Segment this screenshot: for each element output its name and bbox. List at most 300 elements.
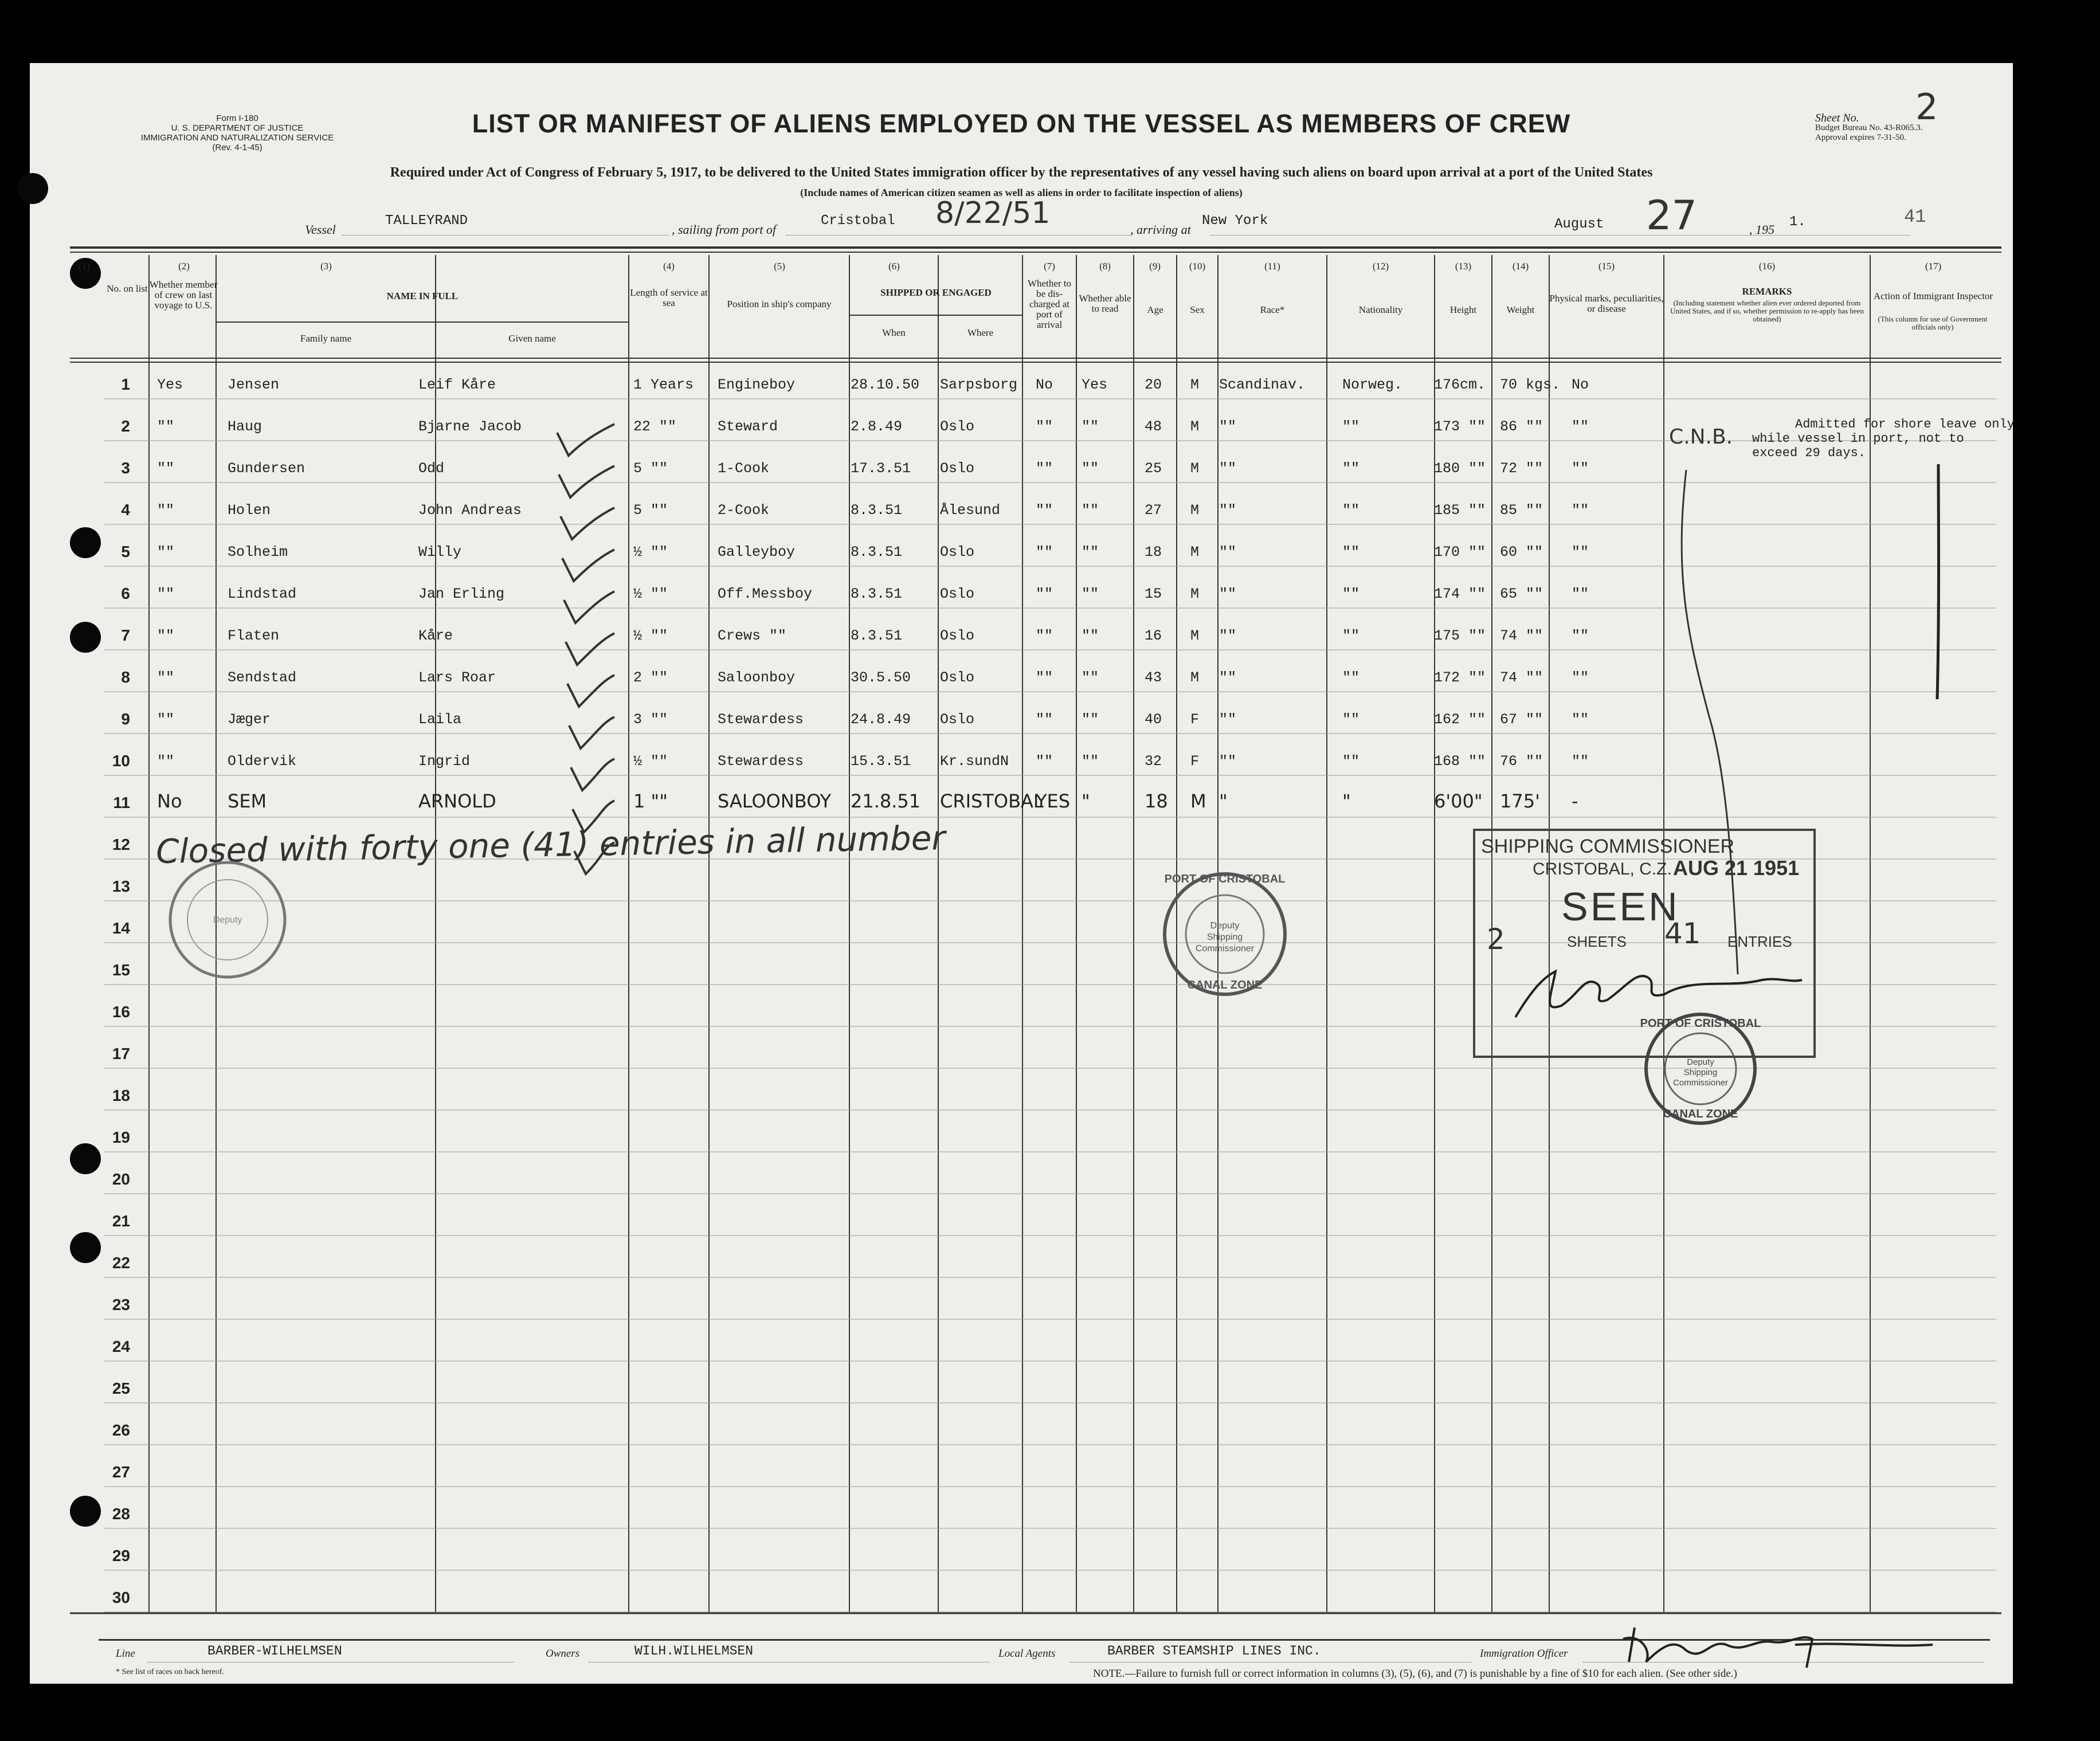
- stamp-ring-text-right: PORT OF CRISTOBAL: [1640, 1017, 1761, 1030]
- crew-cell-given: Odd: [418, 460, 445, 477]
- footer-agents-value: BARBER STEAMSHIP LINES INC.: [1107, 1644, 1321, 1658]
- crew-cell-sex: F: [1190, 753, 1200, 770]
- crew-cell-where: Ålesund: [940, 502, 1001, 519]
- crew-cell-race: "": [1219, 502, 1237, 519]
- stamp-sheets-count: 2: [1487, 923, 1505, 956]
- stamp-ring-text: PORT OF CRISTOBAL: [1164, 873, 1286, 885]
- crew-cell-marks: "": [1572, 711, 1589, 728]
- year-suffix: 1.: [1789, 214, 1806, 230]
- year-label: , 195: [1749, 222, 1774, 237]
- crew-cell-read: "": [1082, 544, 1099, 560]
- header-age: Age: [1147, 304, 1163, 315]
- check-mark: [559, 466, 614, 497]
- crew-cell-when: 24.8.49: [851, 711, 911, 728]
- row-number: 30: [112, 1589, 130, 1606]
- race-footnote: * See list of races on back hereof.: [116, 1668, 224, 1676]
- crew-cell-given: Leif Kåre: [418, 377, 496, 393]
- row-number: 14: [112, 919, 130, 937]
- department-name: U. S. DEPARTMENT OF JUSTICE: [171, 123, 304, 133]
- row-number: 4: [121, 501, 130, 519]
- column-number: (2): [178, 261, 190, 272]
- crew-cell-height: 185 "": [1434, 502, 1486, 519]
- row-number: 28: [112, 1505, 130, 1523]
- crew-cell-height: 180 "": [1434, 460, 1486, 477]
- column-number: (3): [320, 261, 332, 272]
- crew-cell-when: 15.3.51: [851, 753, 911, 770]
- row-number: 12: [112, 836, 130, 853]
- stamp-center-1: Deputy: [1210, 921, 1240, 931]
- crew-cell-service: 22 "": [633, 418, 677, 435]
- footer-agents-label: Local Agents: [998, 1648, 1056, 1660]
- crew-cell-weight: 65 "": [1500, 586, 1543, 602]
- shipping-commissioner-stamp: [1473, 829, 1816, 1058]
- crew-cell-given: John Andreas: [418, 502, 522, 519]
- crew-cell-given: Willy: [418, 544, 462, 560]
- crew-cell-discharged: "": [1036, 753, 1053, 770]
- check-mark: [571, 759, 614, 790]
- crew-cell-read: "": [1082, 669, 1099, 686]
- arrival-port: New York: [1202, 213, 1268, 229]
- crew-cell-service: ½ "": [633, 628, 668, 644]
- crew-cell-when: 28.10.50: [851, 377, 920, 393]
- crew-cell-sex: M: [1190, 502, 1200, 519]
- column-number: (8): [1099, 261, 1111, 272]
- crew-cell-family: Sendstad: [228, 669, 297, 686]
- crew-cell-nationality: "": [1342, 586, 1360, 602]
- crew-cell-family: Jæger: [228, 711, 271, 728]
- row-number: 16: [112, 1003, 130, 1021]
- crew-cell-weight: 76 "": [1500, 753, 1543, 770]
- row-number: 19: [112, 1128, 130, 1146]
- header-given-name: Given name: [508, 333, 556, 344]
- crew-cell-when: 17.3.51: [851, 460, 911, 477]
- header-race: Race*: [1260, 304, 1285, 315]
- crew-cell-given: Lars Roar: [418, 669, 496, 686]
- header-length-of-service: Length of service at sea: [630, 287, 708, 308]
- crew-cell-nationality: "": [1342, 502, 1360, 519]
- crew-cell-where: Oslo: [940, 544, 975, 560]
- header-remarks: REMARKS: [1742, 286, 1792, 297]
- header-sex: Sex: [1190, 304, 1205, 315]
- row-number: 8: [121, 668, 130, 686]
- crew-cell-weight: 60 "": [1500, 544, 1543, 560]
- header-nationality: Nationality: [1358, 304, 1403, 315]
- crew-cell-position: Stewardess: [718, 753, 804, 770]
- crew-cell-weight: 86 "": [1500, 418, 1543, 435]
- crew-cell-age: 15: [1145, 586, 1162, 602]
- column-number: (12): [1372, 261, 1389, 272]
- column-number: (11): [1264, 261, 1280, 272]
- crew-cell-discharged: "": [1036, 460, 1053, 477]
- crew-cell-position: Stewardess: [718, 711, 804, 728]
- row-number: 21: [112, 1212, 130, 1230]
- crew-cell-prev: "": [157, 502, 175, 519]
- crew-cell-marks: "": [1572, 544, 1589, 560]
- crew-cell-sex: M: [1190, 460, 1200, 477]
- column-number: (14): [1512, 261, 1529, 272]
- crew-cell-race: ": [1219, 790, 1228, 812]
- legal-requirement: Required under Act of Congress of February 5, 1917, to be delivered to the United States immigration officer by the representatives of any vessel having such aliens on board upon arrival at a port of the United States: [390, 165, 1653, 180]
- row-number: 9: [121, 710, 130, 728]
- crew-cell-sex: M: [1190, 586, 1200, 602]
- crew-cell-given: Kåre: [418, 628, 453, 644]
- column-number: (4): [663, 261, 675, 272]
- crew-cell-discharged: No: [1036, 377, 1053, 393]
- stamp-entries-label: ENTRIES: [1727, 933, 1792, 950]
- column-number: (7): [1044, 261, 1055, 272]
- revision-date: (Rev. 4-1-45): [212, 143, 262, 152]
- column-number: (10): [1189, 261, 1206, 272]
- crew-cell-height: 162 "": [1434, 711, 1486, 728]
- row-number: 15: [112, 961, 130, 979]
- crew-cell-weight: 74 "": [1500, 628, 1543, 644]
- handwritten-closing-note: Closed with forty one (41) entries in all number: [155, 818, 946, 872]
- crew-cell-prev: "": [157, 586, 175, 602]
- row-number: 29: [112, 1547, 130, 1564]
- crew-cell-height: 172 "": [1434, 669, 1486, 686]
- header-name-in-full: NAME IN FULL: [386, 291, 459, 301]
- crew-cell-weight: 74 "": [1500, 669, 1543, 686]
- row-number: 24: [112, 1338, 130, 1355]
- crew-cell-family: SEM: [228, 790, 267, 812]
- crew-cell-position: SALOONBOY: [718, 790, 832, 812]
- crew-cell-height: 168 "": [1434, 753, 1486, 770]
- row-number: 26: [112, 1421, 130, 1439]
- stamp-center-3-right: Commissioner: [1673, 1078, 1728, 1088]
- footer-owners-label: Owners: [546, 1648, 580, 1660]
- header-inspector-note: (This column for use of Government officials only): [1878, 315, 1988, 331]
- check-mark: [569, 717, 614, 748]
- crew-cell-read: "": [1082, 586, 1099, 602]
- crew-cell-family: Jensen: [228, 377, 280, 393]
- crew-cell-given: Jan Erling: [418, 586, 505, 602]
- header-position: Position in ship's company: [727, 299, 832, 309]
- crew-cell-race: "": [1219, 460, 1237, 477]
- crew-cell-where: Oslo: [940, 711, 975, 728]
- header-remarks-note: (Including statement whether alien ever ordered deported from United States, and if so, whether permission to re-apply has been obtained): [1670, 299, 1864, 323]
- crew-cell-nationality: "": [1342, 460, 1360, 477]
- crew-cell-prev: Yes: [157, 377, 183, 393]
- commissioner-signature: [1510, 954, 1808, 1029]
- crew-cell-prev: "": [157, 753, 175, 770]
- crew-cell-when: 8.3.51: [851, 586, 903, 602]
- crew-cell-nationality: "": [1342, 711, 1360, 728]
- stamp-entries-count: 41: [1664, 917, 1701, 950]
- check-mark: [562, 550, 614, 581]
- row-number: 25: [112, 1379, 130, 1397]
- form-number: Form I-180: [216, 113, 258, 123]
- crew-cell-marks: "": [1572, 628, 1589, 644]
- crew-cell-weight: 67 "": [1500, 711, 1543, 728]
- stamp-center-text: Deputy: [213, 915, 242, 925]
- crew-cell-age: 32: [1145, 753, 1162, 770]
- crew-cell-race: "": [1219, 418, 1237, 435]
- crew-cell-given: ARNOLD: [418, 790, 496, 812]
- arrival-day: 27: [1646, 192, 1698, 239]
- crew-cell-position: Off.Messboy: [718, 586, 813, 602]
- stamp-sheets-label: SHEETS: [1567, 933, 1627, 950]
- crew-cell-age: 27: [1145, 502, 1162, 519]
- crew-cell-age: 40: [1145, 711, 1162, 728]
- crew-cell-age: 20: [1145, 377, 1162, 393]
- crew-cell-when: 2.8.49: [851, 418, 903, 435]
- crew-cell-read: "": [1082, 711, 1099, 728]
- crew-cell-read: "": [1082, 753, 1099, 770]
- header-shipped-engaged: SHIPPED OR ENGAGED: [880, 287, 992, 298]
- crew-cell-service: 1 "": [633, 790, 668, 812]
- vessel-name: TALLEYRAND: [385, 213, 468, 229]
- crew-cell-where: Oslo: [940, 460, 975, 477]
- crew-cell-discharged: "": [1036, 544, 1053, 560]
- crew-cell-race: "": [1219, 753, 1237, 770]
- crew-cell-read: "": [1082, 628, 1099, 644]
- crew-cell-weight: 70 kgs.: [1500, 377, 1561, 393]
- crew-cell-when: 8.3.51: [851, 502, 903, 519]
- column-number: (9): [1149, 261, 1161, 272]
- crew-cell-position: Saloonboy: [718, 669, 796, 686]
- row-number: 1: [121, 375, 130, 393]
- crew-cell-position: Galleyboy: [718, 544, 796, 560]
- crew-cell-age: 18: [1145, 544, 1162, 560]
- column-number: (13): [1455, 261, 1472, 272]
- stamp-center-2: Shipping: [1206, 932, 1243, 942]
- crew-cell-sex: M: [1190, 790, 1206, 812]
- remarks-line-1: Admitted for shore leave only: [1795, 417, 2015, 432]
- crew-cell-height: 6'00": [1434, 790, 1483, 812]
- crew-cell-when: 21.8.51: [851, 790, 921, 812]
- crew-cell-discharged: "": [1036, 669, 1053, 686]
- crew-cell-marks: "": [1572, 669, 1589, 686]
- crew-cell-marks: No: [1572, 377, 1589, 393]
- crew-cell-prev: No: [157, 790, 182, 812]
- column-number: (15): [1598, 261, 1615, 272]
- crew-cell-position: 2-Cook: [718, 502, 770, 519]
- row-number: 18: [112, 1087, 130, 1104]
- row-number: 20: [112, 1170, 130, 1188]
- crew-cell-where: CRISTOBAL: [940, 790, 1044, 812]
- sheet-label: Sheet No.: [1815, 112, 1859, 124]
- row-number: 22: [112, 1254, 130, 1272]
- row-number: 5: [121, 543, 130, 560]
- crew-cell-service: 3 "": [633, 711, 668, 728]
- crew-cell-age: 43: [1145, 669, 1162, 686]
- crew-cell-discharged: "": [1036, 502, 1053, 519]
- handwritten-sailing-date: 8/22/51: [935, 196, 1051, 230]
- crew-cell-race: "": [1219, 628, 1237, 644]
- crew-cell-when: 8.3.51: [851, 628, 903, 644]
- arriving-label: , arriving at: [1130, 222, 1191, 237]
- crew-cell-service: 2 "": [633, 669, 668, 686]
- row-number: 17: [112, 1045, 130, 1062]
- crew-cell-read: "": [1082, 418, 1099, 435]
- crew-cell-discharged: "": [1036, 628, 1053, 644]
- header-where: Where: [967, 327, 994, 338]
- crew-cell-nationality: ": [1342, 790, 1351, 812]
- crew-cell-prev: "": [157, 669, 175, 686]
- crew-cell-race: "": [1219, 711, 1237, 728]
- row-number: 11: [113, 794, 130, 811]
- crew-cell-family: Solheim: [228, 544, 288, 560]
- crew-cell-given: Laila: [418, 711, 462, 728]
- header-family-name: Family name: [300, 333, 352, 344]
- column-number: (5): [774, 261, 785, 272]
- crew-cell-where: Kr.sundN: [940, 753, 1009, 770]
- column-number: (1): [79, 261, 90, 272]
- crew-cell-prev: "": [157, 711, 175, 728]
- header-when: When: [882, 327, 906, 338]
- manifest-sheet: [30, 63, 2013, 1684]
- crew-cell-when: 30.5.50: [851, 669, 911, 686]
- header-weight: Weight: [1506, 304, 1535, 315]
- stamp-seen: SEEN: [1561, 884, 1680, 929]
- remarks-line-3: exceed 29 days.: [1752, 446, 1866, 460]
- stamp-date: AUG 21 1951: [1673, 856, 1800, 880]
- crew-cell-position: Engineboy: [718, 377, 796, 393]
- crew-cell-read: "": [1082, 502, 1099, 519]
- stamp-bottom-text: CANAL ZONE: [1187, 979, 1263, 991]
- sheet-number: 2: [1915, 86, 1938, 128]
- crew-cell-age: 16: [1145, 628, 1162, 644]
- crew-cell-where: Oslo: [940, 418, 975, 435]
- header-no-on-list: No. on list: [107, 283, 148, 294]
- crew-cell-service: 5 "": [633, 502, 668, 519]
- footer-line-label: Line: [116, 1648, 135, 1660]
- crew-cell-discharged: YES: [1036, 790, 1071, 812]
- crew-cell-nationality: "": [1342, 669, 1360, 686]
- crew-cell-family: Haug: [228, 418, 262, 435]
- stamp-center-1-right: Deputy: [1687, 1057, 1714, 1067]
- crew-cell-given: Ingrid: [418, 753, 471, 770]
- crew-cell-marks: "": [1572, 586, 1589, 602]
- crew-cell-where: Oslo: [940, 586, 975, 602]
- crew-cell-marks: "": [1572, 418, 1589, 435]
- arrival-month: August: [1554, 217, 1604, 232]
- crew-cell-marks: -: [1572, 790, 1578, 812]
- port-stamp-center: [1159, 848, 1291, 1026]
- crew-cell-prev: "": [157, 628, 175, 644]
- header-able-to-read: Whether able to read: [1079, 293, 1131, 314]
- stamp-title: SHIPPING COMMISSIONER: [1481, 836, 1735, 857]
- crew-cell-race: "": [1219, 586, 1237, 602]
- footer-line-value: BARBER-WILHELMSEN: [207, 1644, 342, 1658]
- crew-cell-discharged: "": [1036, 711, 1053, 728]
- crew-cell-sex: F: [1190, 711, 1200, 728]
- check-mark: [561, 508, 614, 539]
- approval-expiry: Approval expires 7-31-50.: [1815, 133, 1906, 142]
- crew-cell-prev: "": [157, 544, 175, 560]
- crew-cell-sex: M: [1190, 544, 1200, 560]
- stamp-center-2-right: Shipping: [1683, 1068, 1718, 1077]
- crew-cell-discharged: "": [1036, 586, 1053, 602]
- crew-cell-where: Sarpsborg: [940, 377, 1018, 393]
- crew-cell-race: "": [1219, 669, 1237, 686]
- crew-cell-race: Scandinav.: [1219, 377, 1306, 393]
- crew-cell-service: ½ "": [633, 586, 668, 602]
- crew-cell-when: 8.3.51: [851, 544, 903, 560]
- crew-cell-discharged: "": [1036, 418, 1053, 435]
- sailing-label: , sailing from port of: [672, 222, 776, 237]
- crew-cell-nationality: "": [1342, 753, 1360, 770]
- crew-cell-read: Yes: [1082, 377, 1108, 393]
- crew-cell-age: 18: [1145, 790, 1168, 812]
- stamp-center-3: Commissioner: [1195, 944, 1255, 954]
- crew-cell-sex: M: [1190, 669, 1200, 686]
- check-mark: [567, 675, 614, 707]
- row-number: 10: [112, 752, 130, 770]
- crew-cell-prev: "": [157, 418, 175, 435]
- crew-cell-weight: 175': [1500, 790, 1540, 812]
- row-number: 2: [121, 417, 130, 435]
- crew-cell-service: ½ "": [633, 753, 668, 770]
- header-physical-marks: Physical marks, peculiarities, or disease: [1549, 293, 1664, 314]
- crew-cell-nationality: "": [1342, 418, 1360, 435]
- column-number: (6): [888, 261, 900, 272]
- crew-cell-position: Steward: [718, 418, 778, 435]
- penalty-note: NOTE.—Failure to furnish full or correct information in columns (3), (5), (6), and (7) is punishable by a fine of $10 for each alien. (See other side.): [1093, 1668, 1737, 1680]
- crew-cell-prev: "": [157, 460, 175, 477]
- column-number: (16): [1758, 261, 1776, 272]
- crew-cell-marks: "": [1572, 753, 1589, 770]
- crew-cell-family: Lindstad: [228, 586, 297, 602]
- crew-cell-position: 1-Cook: [718, 460, 770, 477]
- header-height: Height: [1449, 304, 1477, 315]
- row-number: 3: [121, 459, 130, 477]
- budget-bureau-no: Budget Bureau No. 43-R065.3.: [1815, 123, 1923, 132]
- column-number: (17): [1925, 261, 1942, 272]
- crew-cell-nationality: Norweg.: [1342, 377, 1403, 393]
- check-mark: [564, 591, 614, 623]
- crew-cell-height: 173 "": [1434, 418, 1486, 435]
- stamp-bottom-text-right: CANAL ZONE: [1663, 1108, 1738, 1120]
- check-mark: [557, 424, 614, 456]
- crew-cell-height: 170 "": [1434, 544, 1486, 560]
- crew-cell-where: Oslo: [940, 669, 975, 686]
- crew-cell-weight: 72 "": [1500, 460, 1543, 477]
- crew-cell-given: Bjarne Jacob: [418, 418, 522, 435]
- crew-cell-age: 48: [1145, 418, 1162, 435]
- check-mark: [566, 633, 614, 665]
- crew-cell-marks: "": [1572, 460, 1589, 477]
- crew-cell-service: 1 Years: [633, 377, 694, 393]
- crew-cell-sex: M: [1190, 418, 1200, 435]
- crew-cell-family: Gundersen: [228, 460, 305, 477]
- stamp-place: CRISTOBAL, C.Z.: [1533, 860, 1672, 879]
- footer-owners-value: WILH.WILHELMSEN: [634, 1644, 754, 1658]
- remarks-line-2: while vessel in port, not to: [1752, 432, 1964, 446]
- crew-cell-marks: "": [1572, 502, 1589, 519]
- crew-cell-family: Oldervik: [228, 753, 297, 770]
- row-number: 7: [121, 626, 130, 644]
- header-inspector-action: Action of Immigrant Inspector: [1873, 291, 1993, 301]
- crew-cell-read: ": [1082, 790, 1090, 812]
- crew-cell-height: 175 "": [1434, 628, 1486, 644]
- row-number: 13: [112, 877, 130, 895]
- crew-cell-position: Crews "": [718, 628, 787, 644]
- crew-cell-nationality: "": [1342, 628, 1360, 644]
- row-number: 23: [112, 1296, 130, 1313]
- row-number: 27: [112, 1463, 130, 1481]
- crew-cell-where: Oslo: [940, 628, 975, 644]
- immigration-officer-signature: [1617, 1622, 1938, 1673]
- remarks-initials: C.N.B.: [1669, 425, 1733, 449]
- crew-cell-service: 5 "": [633, 460, 668, 477]
- checkmarks: [546, 418, 632, 888]
- port-stamp: [162, 854, 293, 986]
- crew-cell-race: "": [1219, 544, 1237, 560]
- crew-cell-weight: 85 "": [1500, 502, 1543, 519]
- crew-cell-service: ½ "": [633, 544, 668, 560]
- crew-cell-nationality: "": [1342, 544, 1360, 560]
